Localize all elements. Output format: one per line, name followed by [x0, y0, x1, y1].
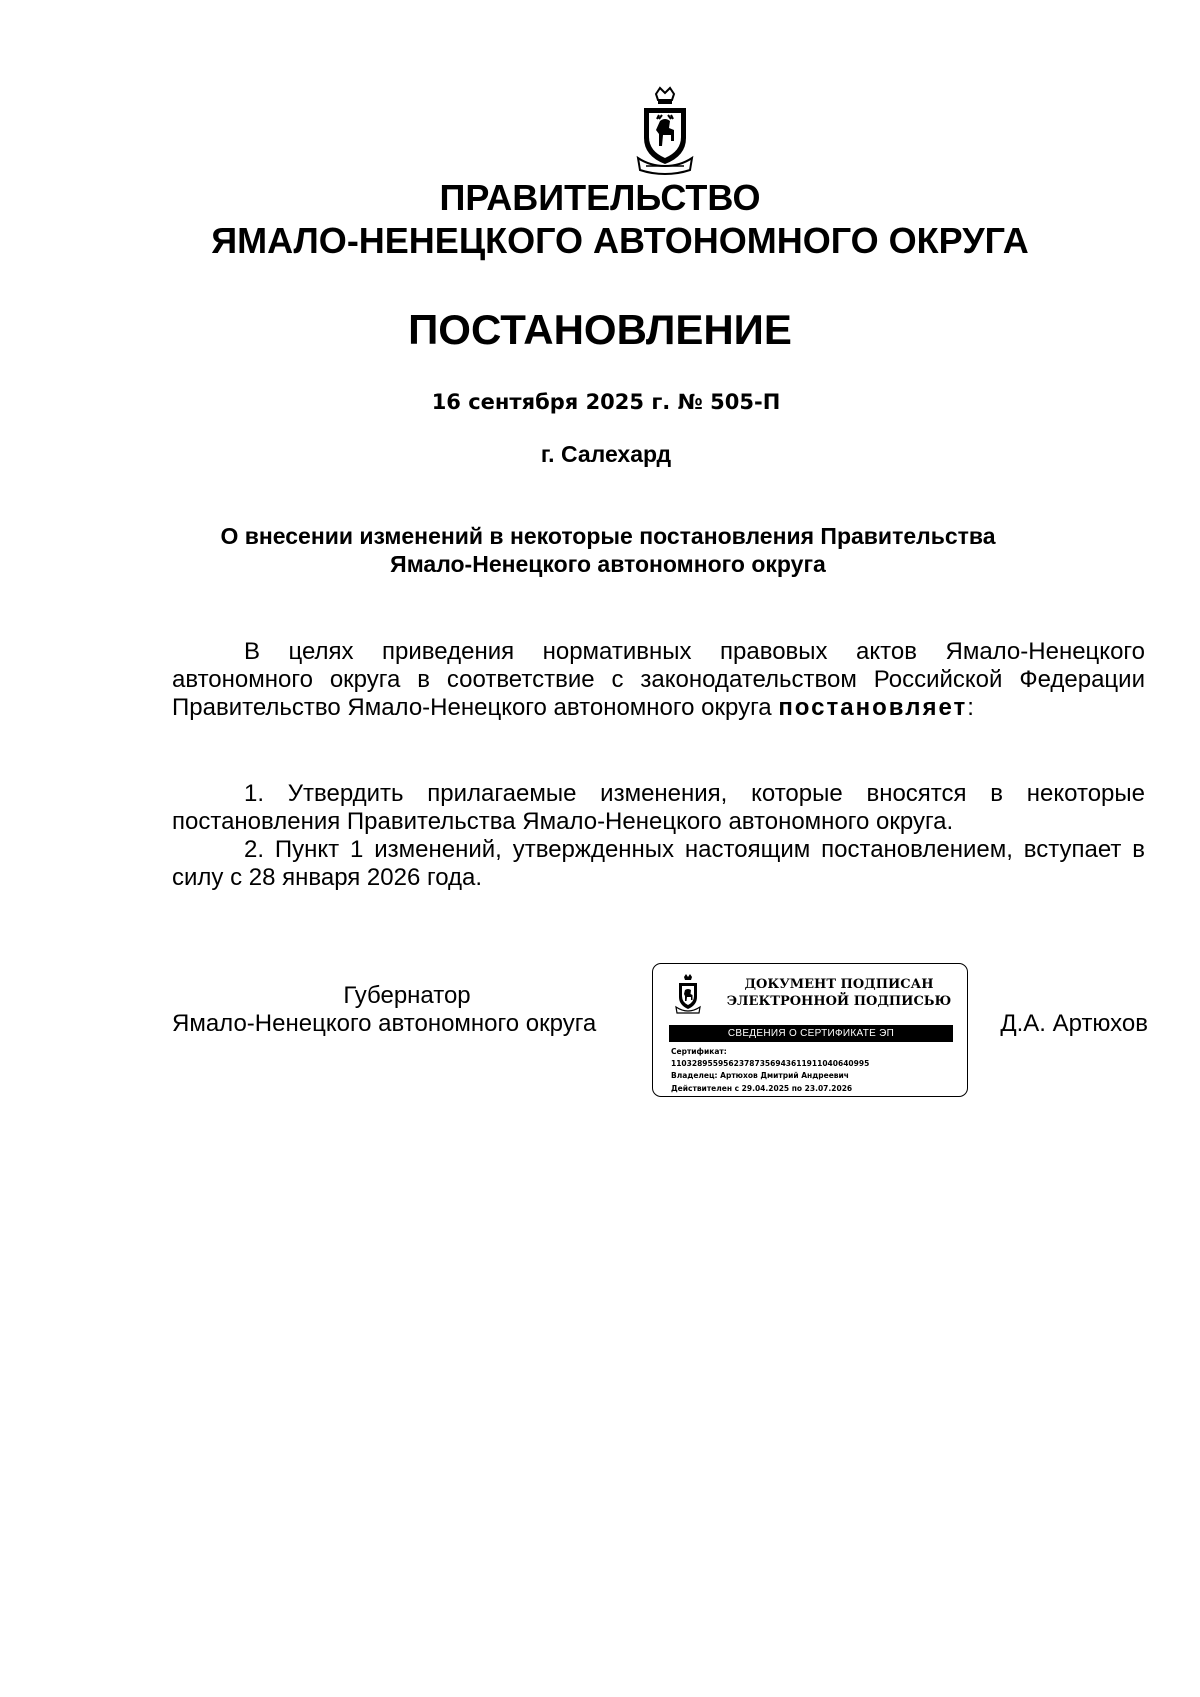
document-subject: [172, 522, 1044, 578]
stamp-heading-line2: ЭЛЕКТРОННОЙ ПОДПИСЬЮ: [726, 994, 952, 1009]
subject-line1: О внесении изменений в некоторые постановления Правительства: [220, 523, 996, 549]
coat-of-arms-icon: [634, 86, 696, 176]
government-name-line2: ЯМАЛО-НЕНЕЦКОГО АВТОНОМНОГО ОКРУГА: [211, 220, 1029, 261]
document-date-number: 16 сентября 2025 г. № 505-П: [431, 390, 781, 414]
preamble-paragraph: [172, 638, 1145, 722]
signer-title-line2: Ямало-Ненецкого автономного округа: [172, 1010, 597, 1037]
certificate-owner: Владелец: Артюхов Дмитрий Андреевич: [671, 1071, 849, 1081]
certificate-number: 11032895595623787356943611911040640995: [671, 1059, 870, 1069]
signer-name: Д.А. Артюхов: [1000, 1010, 1148, 1037]
government-name-line1: ПРАВИТЕЛЬСТВО: [439, 177, 761, 218]
certificate-validity: Действителен с 29.04.2025 по 23.07.2026: [671, 1083, 853, 1093]
stamp-heading: [723, 976, 955, 1010]
resolution-item-1: 1. Утвердить прилагаемые изменения, которые вносятся в некоторые постановления Правительства Ямало-Ненецкого автономного округа.: [172, 780, 1145, 835]
signer-title-line1: Губернатор: [343, 982, 471, 1009]
stamp-certificate-info: [671, 1046, 961, 1095]
preamble-text: В целях приведения нормативных правовых актов Ямало-Ненецкого автономного округа в соответствие с законодательством Российской Федерации Правительство Ямало-Ненецкого автономного округа: [172, 638, 1145, 721]
stamp-certificate-bar: СВЕДЕНИЯ О СЕРТИФИКАТЕ ЭП: [669, 1025, 953, 1042]
subject-line2: Ямало-Ненецкого автономного округа: [390, 551, 826, 577]
document-city: г. Салехард: [540, 441, 672, 467]
stamp-heading-line1: ДОКУМЕНТ ПОДПИСАН: [744, 977, 934, 992]
preamble-end: :: [967, 694, 974, 721]
preamble-keyword: постановляет: [778, 694, 968, 721]
signer-title: [172, 982, 642, 1038]
electronic-signature-stamp: [652, 963, 968, 1097]
certificate-label: Сертификат:: [671, 1047, 727, 1056]
resolution-item-2: 2. Пункт 1 изменений, утвержденных настоящим постановлением, вступает в силу с 28 января 2026 года.: [172, 836, 1145, 891]
document-kind: ПОСТАНОВЛЕНИЕ: [408, 306, 792, 353]
coat-of-arms-icon: [675, 974, 701, 1014]
